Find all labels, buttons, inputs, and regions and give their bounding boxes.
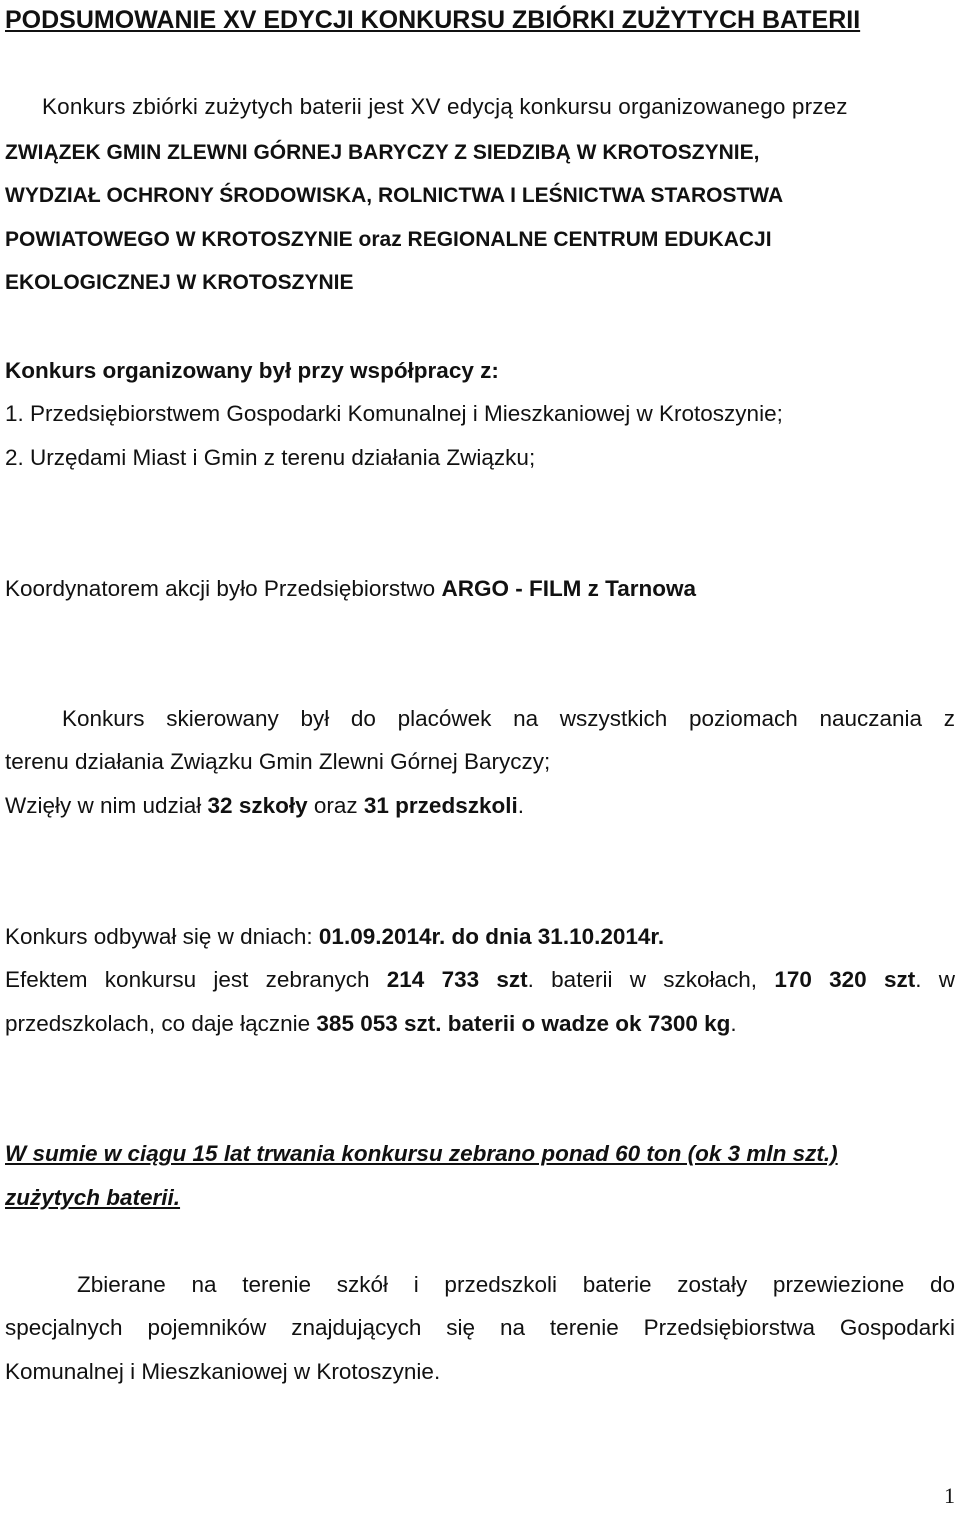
intro-line-5: EKOLOGICZNEJ W KROTOSZYNIE	[5, 271, 354, 294]
target-line-3-a: Wzięły w nim udział	[5, 793, 208, 818]
dates-value: 01.09.2014r. do dnia 31.10.2014r.	[318, 924, 665, 949]
coordinator-name: ARGO - FILM z Tarnowa	[441, 576, 697, 601]
intro-line-4-part-a: POWIATOWEGO W KROTOSZYNIE	[5, 228, 353, 251]
total-batteries: 385 053 szt. baterii o wadze ok 7300 kg	[316, 1011, 731, 1036]
summary-line-1: W sumie w ciągu 15 lat trwania konkursu zebrano ponad 60 ton (ok 3 mln szt.)	[5, 1141, 838, 1166]
effect-line-2-c: .	[730, 1011, 737, 1036]
preschools-count: 31 przedszkoli	[363, 793, 518, 818]
cooperation-item-2: 2. Urzędami Miast i Gmin z terenu działania Związku;	[5, 445, 536, 470]
target-line-3	[5, 791, 955, 821]
target-line-3-e: .	[517, 793, 524, 818]
page-number: 1	[944, 1483, 955, 1508]
cooperation-heading: Konkurs organizowany był przy współpracy z:	[5, 358, 499, 383]
schools-batteries: 214 733 szt	[386, 967, 528, 992]
coordinator-line	[5, 574, 955, 604]
effect-line-1	[5, 965, 955, 995]
dates-prefix: Konkurs odbywał się w dniach:	[5, 924, 319, 949]
target-line-2: terenu działania Związku Gmin Zlewni Górnej Baryczy;	[5, 749, 551, 774]
target-line-1: Konkurs skierowany był do placówek na wszystkich poziomach nauczania z	[62, 706, 955, 731]
intro-line-4-part-c: REGIONALNE CENTRUM EDUKACJI	[407, 228, 772, 251]
intro-line-4	[5, 225, 955, 255]
dates-line	[5, 922, 955, 952]
intro-line-1: Konkurs zbiórki zużytych baterii jest XV edycją konkursu organizowanego przez	[42, 94, 848, 119]
preschools-batteries: 170 320 szt	[774, 967, 916, 992]
closing-line-1: Zbierane na terenie szkół i przedszkoli baterie zostały przewiezione do	[77, 1272, 955, 1297]
intro-line-2: ZWIĄZEK GMIN ZLEWNI GÓRNEJ BARYCZY Z SIEDZIBĄ W KROTOSZYNIE,	[5, 141, 760, 164]
effect-line-1-a: Efektem konkursu jest zebranych	[5, 967, 387, 992]
target-line-3-c: oraz	[307, 793, 364, 818]
effect-line-2	[5, 1009, 955, 1039]
summary-line-2: zużytych baterii.	[5, 1185, 181, 1210]
schools-count: 32 szkoły	[207, 793, 308, 818]
closing-line-3: Komunalnej i Mieszkaniowej w Krotoszynie.	[5, 1359, 441, 1384]
coordinator-prefix: Koordynatorem akcji było Przedsiębiorstwo	[5, 576, 442, 601]
cooperation-item-1: 1. Przedsiębiorstwem Gospodarki Komunalnej i Mieszkaniowej w Krotoszynie;	[5, 401, 783, 426]
intro-line-3: WYDZIAŁ OCHRONY ŚRODOWISKA, ROLNICTWA I LEŚNICTWA STAROSTWA	[5, 184, 784, 207]
effect-line-2-a: przedszkolach, co daje łącznie	[5, 1011, 317, 1036]
intro-line-4-part-b: oraz	[358, 228, 402, 251]
page-title: PODSUMOWANIE XV EDYCJI KONKURSU ZBIÓRKI ZUŻYTYCH BATERII	[5, 6, 861, 34]
effect-line-1-c: . baterii w szkołach,	[527, 967, 775, 992]
closing-line-2: specjalnych pojemników znajdujących się na terenie Przedsiębiorstwa Gospodarki	[5, 1315, 955, 1340]
effect-line-1-e: . w	[915, 967, 955, 992]
